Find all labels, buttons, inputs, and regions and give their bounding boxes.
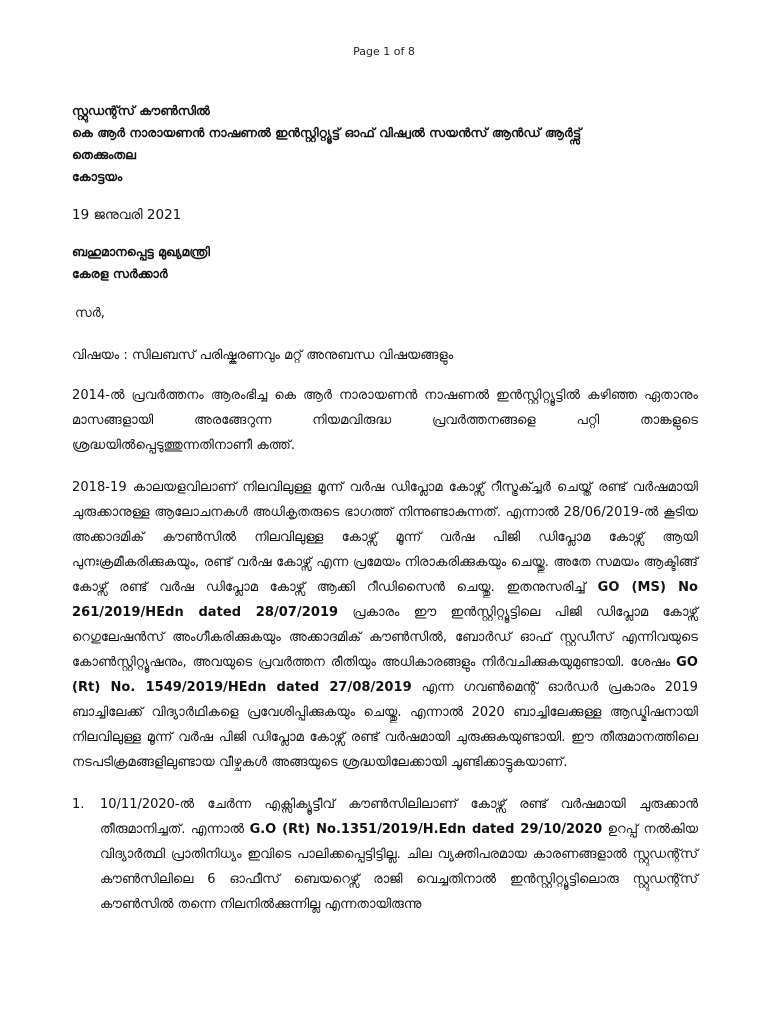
letter-content xyxy=(72,100,698,917)
page-number: Page 1 of 8 xyxy=(353,45,415,58)
recipient-address xyxy=(72,241,698,285)
list-item-text-1: 10/11/2020-ൽ ചേർന്ന എക്സിക്യൂട്ടീവ് കൗൺസിലിലാണ് കോഴ്സ് രണ്ട് വർഷമായി ചുരുക്കാൻ തീരുമാനിച്ചത്. എന്നാൽ xyxy=(100,797,698,837)
paragraph-2-order-1: GO (MS) No 261/2019/HEdn dated 28/07/2019 xyxy=(72,580,698,620)
numbered-list xyxy=(72,792,698,917)
sender-line-2: കെ ആർ നാരായണൻ നാഷണൽ ഇൻസ്റ്റിറ്റ്യൂട്ട് ഓഫ് വിഷ്വൽ സയൻസ് ആൻഡ് ആർട്ട്സ് xyxy=(72,125,582,140)
paragraph-2-order-2: GO (Rt) No. 1549/2019/HEdn dated 27/08/2019 xyxy=(72,655,698,695)
paragraph-2-text-3: എന്ന ഗവൺമെന്റ് ഓർഡർ പ്രകാരം 2019 ബാച്ചിലേക്ക് വിദ്യാർഥികളെ പ്രവേശിപ്പിക്കുകയും ചെയ്തു. എന്നാൽ 2020 ബാച്ചിലേക്കുള്ള ആഡ്മിഷനായി നിലവിലുള്ള മൂന്ന് വർഷ പിജി ഡിപ്ലോമ കോഴ്സ് രണ്ട് വർഷമായി ചുരുക്കുകയുണ്ടായി. ഈ തീരുമാനത്തിലെ നടപടിക്രമങ്ങളിലുണ്ടായ വീഴ്ചകൾ അങ്ങയുടെ ശ്രദ്ധയിലേക്കായി ചൂണ്ടിക്കാട്ടുകയാണ്. xyxy=(72,680,698,770)
sender-line-3: തെക്കുംതല xyxy=(72,147,136,162)
list-item-number: 1. xyxy=(72,797,85,812)
list-item-order: G.O (Rt) No.1351/2019/H.Edn dated 29/10/2020 xyxy=(249,822,603,837)
paragraph-2-text-1: 2018-19 കാലയളവിലാണ് നിലവിലുള്ള മൂന്ന് വർഷ ഡിപ്ലോമ കോഴ്സ് റീസ്ട്രക്ച്ചർ ചെയ്ത് രണ്ട് വർഷമായി ചുരുക്കാനുള്ള ആലോചനകൾ അധികൃതരുടെ ഭാഗത്ത് നിന്നുണ്ടാകുന്നത്. എന്നാൽ 28/06/2019-ൽ കൂടിയ അക്കാദമിക് കൗൺസിൽ നിലവിലുള്ള കോഴ്സ് മൂന്ന് വർഷ പിജി ഡിപ്ലോമ കോഴ്സ് ആയി പുനഃക്രമീകരിക്കുകയും, രണ്ട് വർഷ കോഴ്സ് എന്ന പ്രമേയം നിരാകരിക്കുകയും ചെയ്തു. അതേ സമയം ആക്ടിങ്ങ് കോഴ്സ് രണ്ട് വർഷ ഡിപ്ലോമ കോഴ്സ് ആക്കി റീഡിസൈൻ ചെയ്തു. ഇതനുസരിച്ച് xyxy=(72,480,698,595)
subject-line: വിഷയം : സിലബസ് പരിഷ്കരണവും മറ്റ് അനുബന്ധ വിഷയങ്ങളും xyxy=(72,348,454,363)
paragraph-1: 2014-ൽ പ്രവർത്തനം ആരംഭിച്ച കെ ആർ നാരായണൻ നാഷണൽ ഇൻസ്റ്റിറ്റ്യൂട്ടിൽ കഴിഞ്ഞ ഏതാനും മാസങ്ങളായി അരങ്ങേറുന്ന നിയമവിരുദ്ധ പ്രവർത്തനങ്ങളെ പറ്റി താങ്കളുടെ ശ്രദ്ധയിൽപ്പെടുത്തുന്നതിനാണീ കത്ത്. xyxy=(72,388,698,453)
paragraph-2-text-2: പ്രകാരം ഈ ഇൻസ്റ്റിറ്റ്യൂട്ടിലെ പിജി ഡിപ്ലോമ കോഴ്സ് റെഗുലേഷൻസ് അംഗീകരിക്കുകയും അക്കാദമിക് കൗൺസിൽ, ബോർഡ് ഓഫ് സ്റ്റഡീസ് എന്നിവയുടെ കോൺസ്റ്റിറ്റ്യൂഷനും, അവയുടെ പ്രവർത്തന രീതിയും അധികാരങ്ങളും നിർവചിക്കുകയുമുണ്ടായി. ശേഷം xyxy=(72,605,699,670)
recipient-line-1: ബഹുമാനപ്പെട്ട മുഖ്യമന്ത്രി xyxy=(72,244,210,259)
list-item xyxy=(72,792,698,917)
sender-address xyxy=(72,100,698,188)
sender-line-4: കോട്ടയം xyxy=(72,169,123,184)
sender-line-1: സ്റ്റുഡന്റ്സ് കൗൺസിൽ xyxy=(72,103,210,118)
paragraph-2 xyxy=(72,475,698,775)
salutation: സർ, xyxy=(75,306,105,321)
letter-date: 19 ജനുവരി 2021 xyxy=(72,207,182,223)
list-item-text-2: ഉറപ്പ് നൽകിയ വിദ്യാർത്ഥി പ്രാതിനിധ്യം ഇവിടെ പാലിക്കപ്പെട്ടിട്ടില്ല. ചില വ്യക്തിപരമായ കാരണങ്ങളാൽ സ്റ്റുഡന്റ്സ് കൗൺസിലിലെ 6 ഓഫീസ് ബെയറെഴ്സ് രാജി വെച്ചതിനാൽ ഇൻസ്റ്റിറ്റ്യൂട്ടിലൊരു സ്റ്റുഡന്റ്സ് കൗൺസിൽ തന്നെ നിലനിൽക്കുന്നില്ല എന്നതായിരുന്നു xyxy=(100,822,698,912)
recipient-line-2: കേരള സർക്കാർ xyxy=(72,266,168,281)
list-item-text xyxy=(100,792,698,917)
